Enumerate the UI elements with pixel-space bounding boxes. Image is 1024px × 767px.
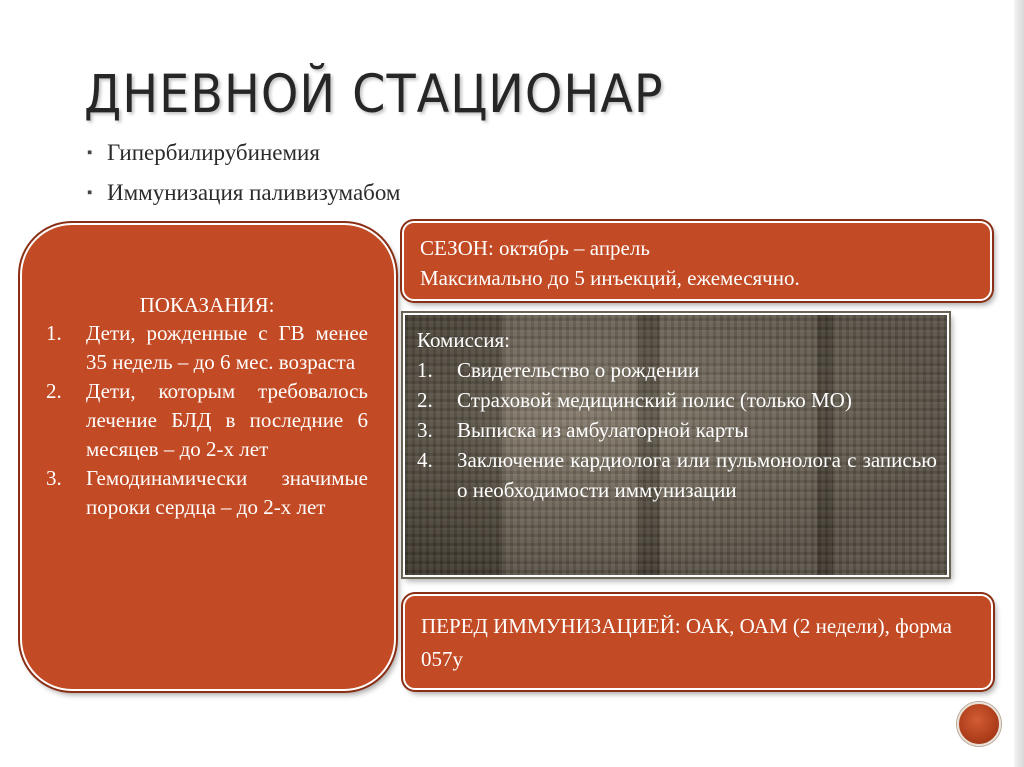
indications-panel	[20, 223, 396, 691]
before-immunization-box	[403, 594, 993, 690]
season-box	[402, 221, 992, 301]
list-item: 2. Дети, которым требовалось лечение БЛД в последние 6 месяцев – до 2-х лет	[46, 379, 368, 461]
indications-heading: ПОКАЗАНИЯ:	[139, 293, 275, 317]
bullet-item: ▪ Иммунизация паливизумабом	[87, 180, 401, 205]
bullet-item: ▪ Гипербилирубинемия	[87, 140, 320, 165]
list-item: 4. Заключение кардиолога или пульмонолога с записью о необходимости иммунизации	[417, 448, 937, 502]
commission-panel	[403, 313, 949, 577]
indications-list	[46, 319, 368, 522]
list-item: 3. Гемодинамически значимые пороки сердца – до 2-х лет	[46, 466, 368, 519]
list-item: 1. Дети, рожденные с ГВ менее 35 недель – до 6 мес. возраста	[46, 321, 368, 374]
commission-heading: Комиссия:	[417, 328, 510, 352]
list-item: 3. Выписка из амбулаторной карты	[417, 418, 749, 442]
commission-list	[417, 355, 937, 505]
list-item: 1. Свидетельство о рождении	[417, 358, 700, 382]
bullet-square-icon: ▪	[87, 185, 93, 201]
page-number-badge-icon	[957, 702, 1001, 746]
slide-edge	[1014, 0, 1024, 767]
bullet-square-icon: ▪	[87, 145, 93, 161]
list-item: 2. Страховой медицинский полис (только МО)	[417, 388, 852, 412]
before-immunization-text: ПЕРЕД ИММУНИЗАЦИЕЙ: ОАК, ОАМ (2 недели), форма 057у	[421, 614, 952, 671]
slide-title: ДНЕВНОЙ СТАЦИОНАР	[84, 64, 664, 125]
season-injections-line: Максимально до 5 инъекций, ежемесячно.	[420, 266, 800, 290]
bullet-list	[87, 140, 400, 220]
season-line: СЕЗОН: октябрь – апрель	[420, 236, 650, 260]
